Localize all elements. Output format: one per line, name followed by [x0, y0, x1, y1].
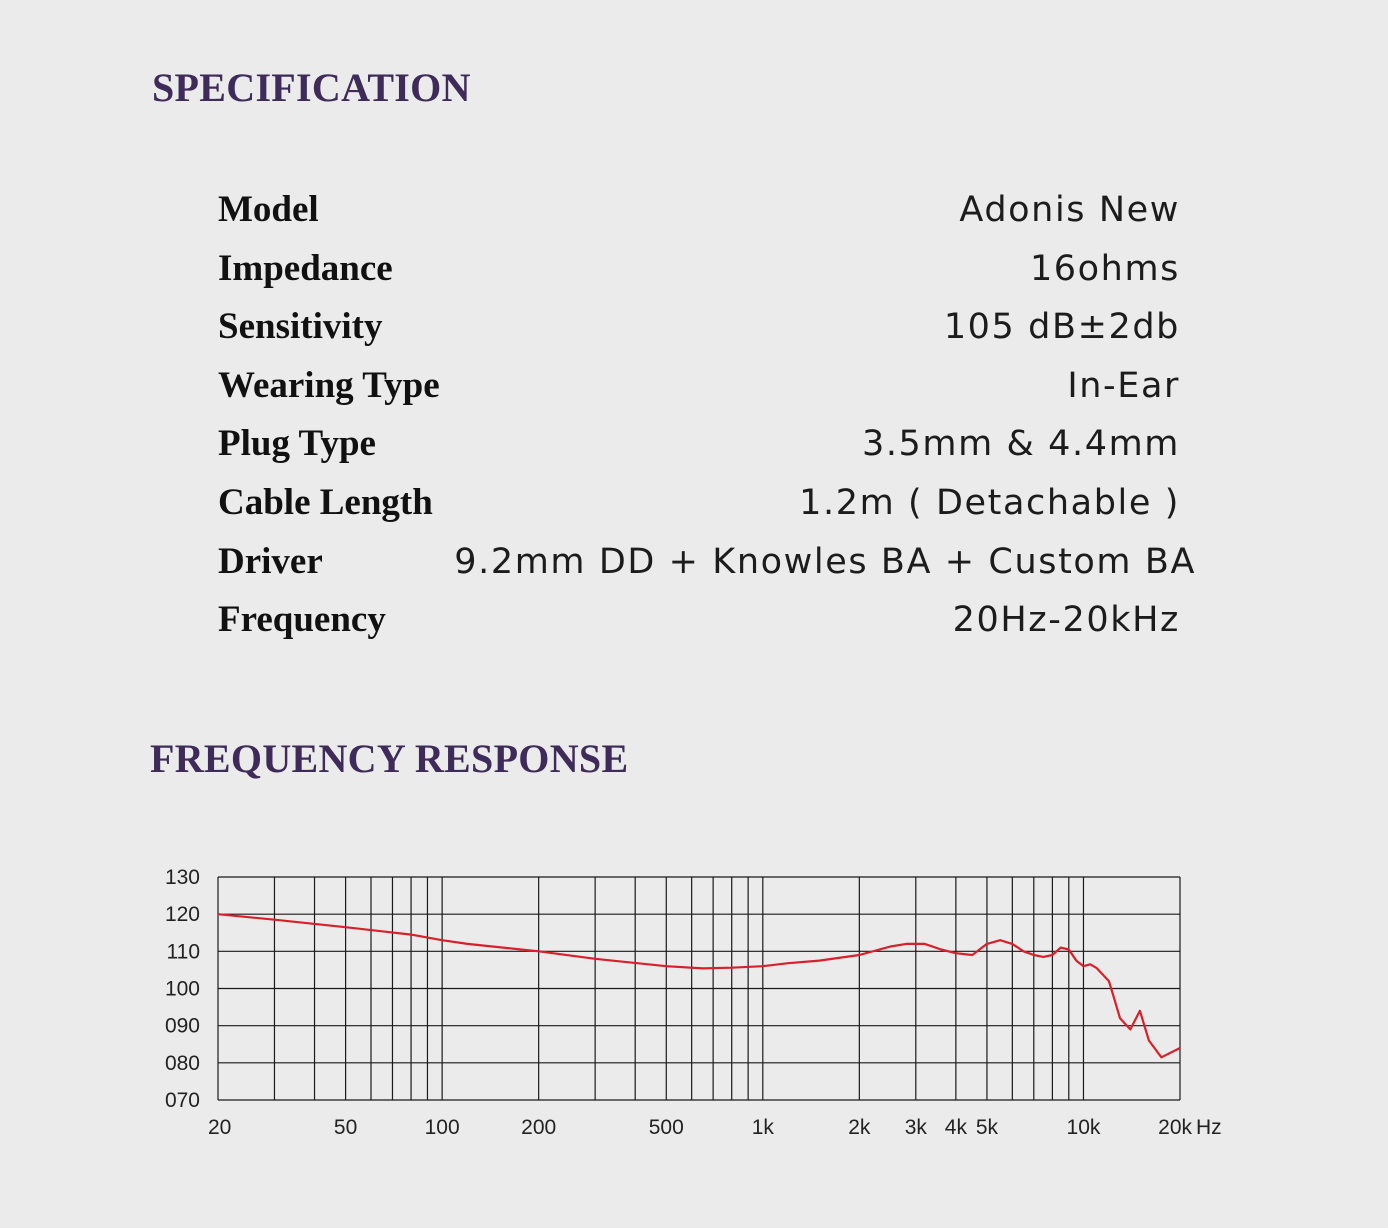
- spec-row-wearing-type: [218, 364, 1180, 423]
- spec-label: Frequency: [218, 599, 386, 641]
- x-tick-label: 500: [648, 1116, 684, 1139]
- frequency-response-chart: [0, 850, 1388, 1160]
- y-tick-label: 120: [164, 903, 200, 927]
- y-tick-label: 110: [166, 940, 200, 964]
- spec-row-sensitivity: [218, 305, 1180, 364]
- spec-label: Impedance: [218, 247, 393, 289]
- spec-value: 20Hz-20kHz: [952, 600, 1180, 641]
- y-axis-ticks: [165, 866, 200, 1112]
- x-tick-label: 5k: [975, 1116, 999, 1139]
- spec-label: Sensitivity: [218, 306, 383, 348]
- x-tick-label: 200: [521, 1116, 557, 1139]
- spec-label: Cable Length: [218, 481, 433, 523]
- spec-value: 9.2mm DD + Knowles BA + Custom BA: [454, 541, 1196, 582]
- x-axis-ticks: [208, 1116, 1222, 1139]
- spec-value: In-Ear: [1067, 365, 1180, 406]
- spec-value: 105 dB±2db: [943, 307, 1180, 348]
- x-tick-label: 50: [333, 1116, 358, 1139]
- spec-row-cable-length: [218, 481, 1180, 540]
- spec-row-frequency: [218, 598, 1180, 657]
- x-tick-label: 10k: [1066, 1116, 1101, 1139]
- x-tick-label: 4k: [944, 1116, 967, 1139]
- specification-title: SPECIFICATION: [152, 65, 471, 110]
- spec-label: Model: [218, 189, 319, 230]
- y-tick-label: 070: [164, 1089, 200, 1112]
- x-tick-label: 20: [208, 1116, 232, 1139]
- spec-value: 1.2m ( Detachable ): [799, 482, 1180, 523]
- x-tick-label: 100: [424, 1116, 460, 1139]
- x-tick-label: 20k: [1158, 1116, 1192, 1139]
- spec-row-driver: [218, 540, 1196, 599]
- spec-value: 16ohms: [1029, 248, 1180, 289]
- spec-label: Driver: [218, 540, 323, 582]
- spec-value: 3.5mm & 4.4mm: [861, 424, 1180, 465]
- x-tick-label: 2k: [848, 1116, 871, 1139]
- spec-label: Wearing Type: [218, 364, 440, 406]
- spec-label: Plug Type: [218, 423, 376, 465]
- chart-grid: [218, 877, 1180, 1100]
- frequency-response-title: FREQUENCY RESPONSE: [150, 736, 629, 781]
- y-tick-label: 130: [164, 866, 200, 889]
- spec-row-model: [218, 188, 1180, 247]
- x-tick-label: 3k: [904, 1116, 927, 1139]
- x-unit-label: Hz: [1196, 1116, 1222, 1139]
- spec-value: Adonis New: [959, 190, 1180, 230]
- x-tick-label: 1k: [751, 1116, 774, 1139]
- response-curve: [218, 914, 1180, 1057]
- spec-row-plug-type: [218, 422, 1180, 481]
- spec-row-impedance: [218, 247, 1180, 306]
- y-tick-label: 100: [164, 977, 200, 1001]
- y-tick-label: 090: [164, 1014, 200, 1038]
- spec-table: [218, 188, 1196, 657]
- y-tick-label: 080: [164, 1051, 200, 1075]
